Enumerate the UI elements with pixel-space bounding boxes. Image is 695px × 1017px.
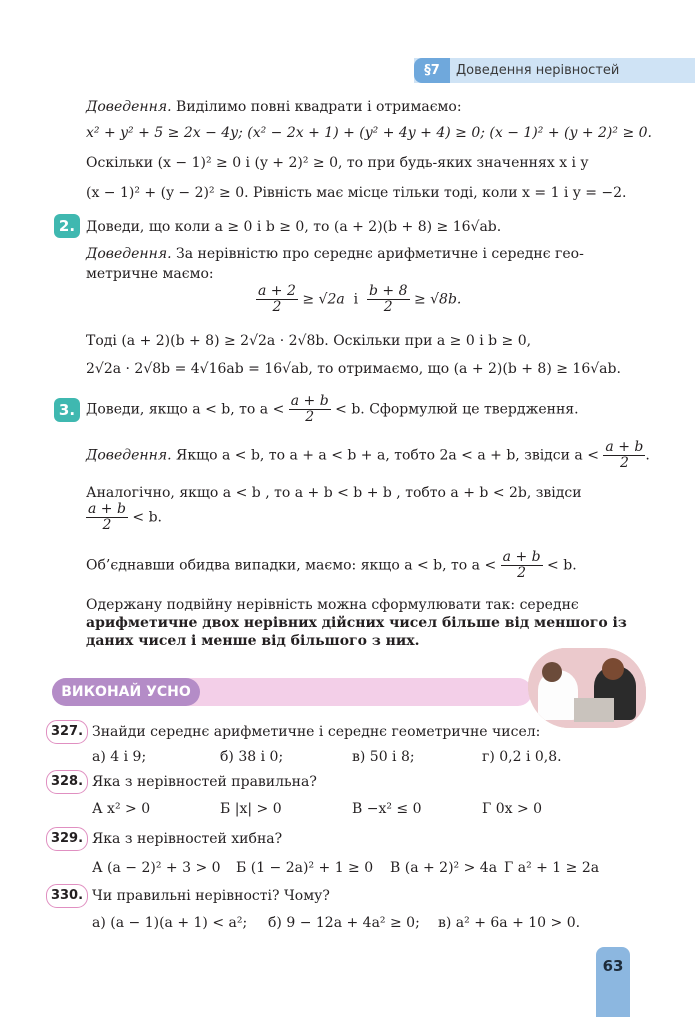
proof-label: Доведення. (86, 99, 172, 115)
exercise-329-option-d: Г a² + 1 ≥ 2a (504, 860, 600, 876)
students-photo (528, 648, 646, 728)
proof-label: Доведення. (86, 447, 172, 464)
fraction: $\frac{a + b}{2}$ (88, 501, 126, 533)
exercise-number-328: 328. (46, 770, 88, 794)
section-title: Доведення нерівностей (456, 63, 620, 78)
exercise-329-option-a: А (a − 2)² + 3 > 0 (92, 860, 221, 876)
task2-statement: Доведи, що коли a ≥ 0 і b ≥ 0, то (a + 2)(b + 8) ≥ 16√ab. (86, 219, 502, 235)
task2-proof-intro: Доведення. За нерівністю про середнє арифметичне і середнє гео- (86, 246, 584, 262)
exercise-number-327: 327. (46, 720, 88, 744)
task2-number-badge: 2. (54, 214, 80, 238)
fraction: $\frac{b + 8}{2}$ (369, 283, 408, 315)
task2-fractions: $\frac{a + 2}{2}$ ≥ √2a і $\frac{b + 8}{2}$ ≥ √8b. (258, 283, 462, 315)
fraction: $\frac{a + b}{2}$ (605, 439, 644, 471)
exercise-330-text: Чи правильні нерівності? Чому? (92, 888, 330, 904)
task3-analog: Аналогічно, якщо a < b , то a + b < b + b , тобто a + b < 2b, звідси (86, 485, 582, 501)
oral-label: ВИКОНАЙ УСНО (52, 678, 200, 706)
exercise-327-option-c: в) 50 і 8; (352, 749, 415, 765)
fraction: $\frac{a + b}{2}$ (502, 549, 541, 581)
fraction: $\frac{a + b}{2}$ (290, 393, 329, 425)
task3-analog-frac: $\frac{a + b}{2}$ < b. (88, 501, 162, 533)
task2-proof-intro2: метричне маємо: (86, 266, 214, 282)
proof1-line2: Оскільки (x − 1)² ≥ 0 і (y + 2)² ≥ 0, то при будь-яких значеннях x і y (86, 155, 589, 171)
exercise-329-text: Яка з нерівностей хибна? (92, 831, 283, 847)
exercise-329-option-c: В (a + 2)² > 4a (390, 860, 498, 876)
exercise-328-text: Яка з нерівностей правильна? (92, 774, 317, 790)
proof-label: Доведення. (86, 246, 172, 262)
exercise-328-option-a: А x² > 0 (92, 801, 151, 817)
exercise-number-329: 329. (46, 827, 88, 851)
exercise-number-330: 330. (46, 884, 88, 908)
task3-number-badge: 3. (54, 398, 80, 422)
exercise-327-option-a: а) 4 і 9; (92, 749, 147, 765)
exercise-330-option-c: в) a² + 6a + 10 > 0. (438, 915, 581, 931)
page-number: 63 (596, 947, 630, 1017)
exercise-328-option-c: В −x² ≤ 0 (352, 801, 422, 817)
exercise-329-option-b: Б (1 − 2a)² + 1 ≥ 0 (236, 860, 374, 876)
task3-combine: Об’єднавши обидва випадки, маємо: якщо a < b, то a < $\frac{a + b}{2}$ < b. (86, 549, 577, 581)
exercise-327-option-d: г) 0,2 і 0,8. (482, 749, 562, 765)
proof1-intro: Доведення. Виділимо повні квадрати і отримаємо: (86, 99, 462, 115)
proof1-line3: (x − 1)² + (y − 2)² ≥ 0. Рівність має місце тільки тоді, коли x = 1 і y = −2. (86, 185, 627, 201)
section-tag: §7 (414, 58, 450, 83)
fraction: $\frac{a + 2}{2}$ (258, 283, 296, 315)
exercise-328-option-b: Б |x| > 0 (220, 801, 282, 817)
exercise-330-option-a: а) (a − 1)(a + 1) < a²; (92, 915, 248, 931)
task3-formulate-3: даних чисел і менше від більшого з них. (86, 633, 420, 649)
task3-formulate-2: арифметичне двох нерівних дійсних чисел більше від меншого із (86, 615, 627, 631)
exercise-327-option-b: б) 38 і 0; (220, 749, 284, 765)
task3-formulate-1: Одержану подвійну нерівність можна сформулювати так: середнє (86, 597, 579, 613)
exercise-330-option-b: б) 9 − 12a + 4a² ≥ 0; (268, 915, 420, 931)
task3-statement: Доведи, якщо a < b, то a < $\frac{a + b}{2}$ < b. Сформулюй це твердження. (86, 393, 579, 425)
task2-line-last: 2√2a · 2√8b = 4√16ab = 16√ab, то отримаємо, що (a + 2)(b + 8) ≥ 16√ab. (86, 361, 621, 377)
exercise-327-text: Знайди середнє арифметичне і середнє геометричне чисел: (92, 724, 541, 740)
exercise-328-option-d: Г 0x > 0 (482, 801, 543, 817)
proof1-formula: x² + y² + 5 ≥ 2x − 4y; (x² − 2x + 1) + (y² + 4y + 4) ≥ 0; (x − 1)² + (y + 2)² ≥ 0. (86, 125, 652, 141)
task3-proof: Доведення. Якщо a < b, то a + a < b + a, тобто 2a < a + b, звідси a < $\frac{a + b}{2}$ . (86, 439, 650, 471)
task2-line-todi: Тоді (a + 2)(b + 8) ≥ 2√2a · 2√8b. Оскільки при a ≥ 0 і b ≥ 0, (86, 333, 532, 349)
